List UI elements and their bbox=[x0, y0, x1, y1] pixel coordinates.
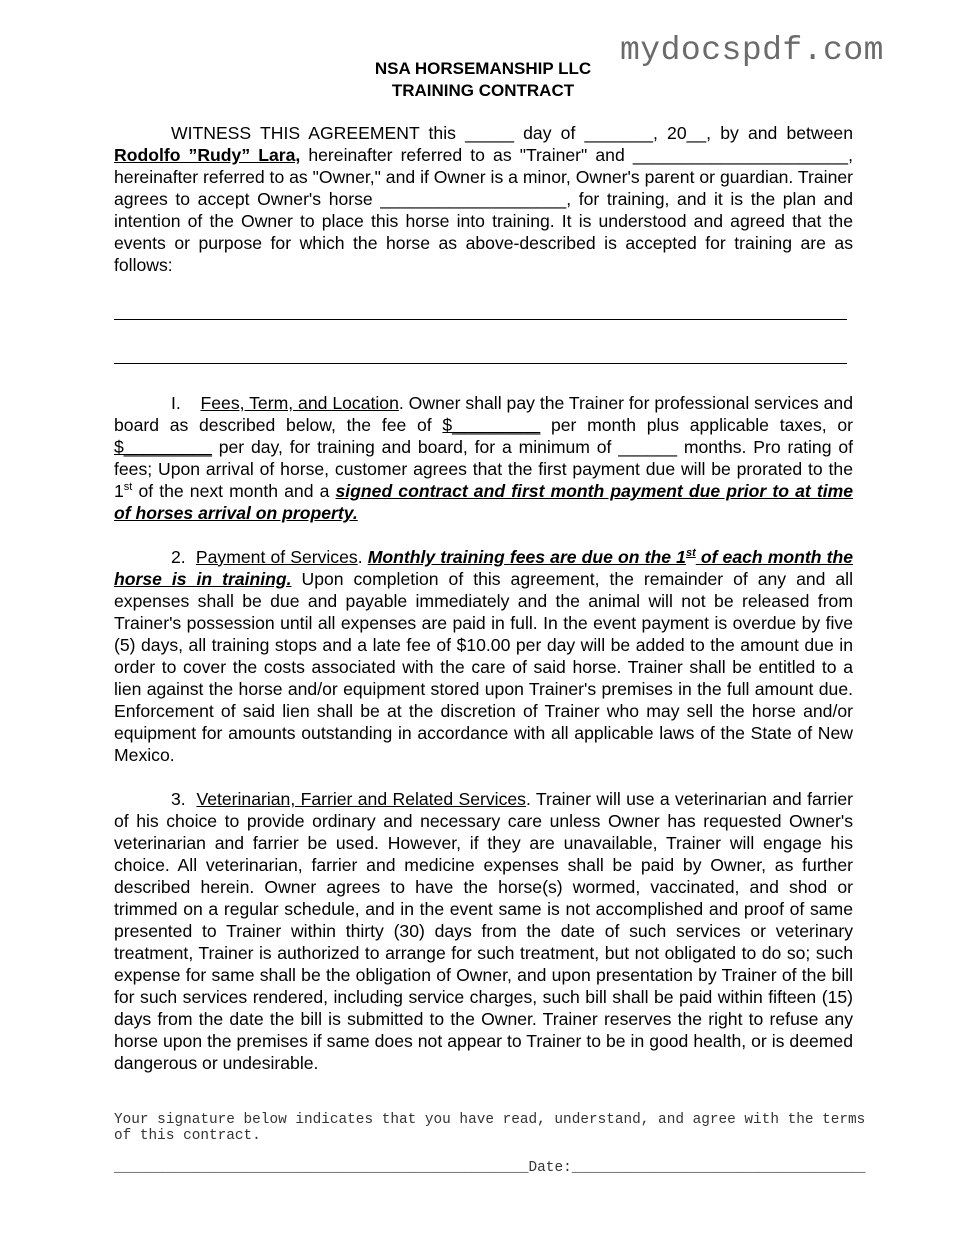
section-text: per month plus applicable taxes, or bbox=[540, 415, 853, 435]
document-title: TRAINING CONTRACT bbox=[391, 81, 575, 100]
company-name: NSA HORSEMANSHIP LLC bbox=[374, 59, 592, 78]
trainer-name: Rodolfo ”Rudy” Lara, bbox=[114, 145, 301, 165]
intro-paragraph bbox=[114, 122, 853, 276]
ordinal-suffix: st bbox=[685, 547, 696, 560]
emphasis-text: signed contract and first month payment due prior to at time of horses arrival on property. bbox=[114, 481, 854, 523]
section-text: of the next month and a bbox=[132, 481, 336, 501]
section-text: Upon completion of this agreement, the remainder of any and all expenses shall be due and payable immediately and the animal will not be released from Trainer's possession until all expenses are paid in full. In the event payment is overdue by five (5) days, all training stops and a late fee of $10.00 per day will be added to the amount due in order to cover the costs associated with the care of said horse. Trainer shall be entitled to a lien against the horse and/or equipment stored upon Trainer's premises in the full amount due. Enforcement of said lien shall be at the discretion of Trainer who may sell the horse and/or equipment for amounts outstanding in accordance with all applicable laws of the State of New Mexico. bbox=[114, 569, 853, 765]
section-heading: Payment of Services bbox=[195, 547, 358, 567]
emphasis-text: of each month the horse is in training. bbox=[114, 547, 853, 589]
date-line[interactable]: __________________________________ bbox=[571, 1160, 866, 1176]
section-text: per day, for training and board, for a minimum of ______ months. Pro rating of fees; Upon arrival of horse, customer agrees that the first payment due will be prorated to the 1 bbox=[114, 437, 853, 501]
signature-row bbox=[114, 1160, 865, 1176]
section-number: I. bbox=[171, 393, 181, 413]
daily-fee-blank: $_________ bbox=[114, 437, 212, 457]
section-payment bbox=[114, 546, 853, 766]
section-heading: Veterinarian, Farrier and Related Services bbox=[196, 789, 526, 809]
intro-text-1: WITNESS THIS AGREEMENT this _____ day of _______, 20__, by and between bbox=[171, 123, 853, 143]
signature-line[interactable]: ________________________________________________ bbox=[114, 1160, 529, 1176]
signature-notice: Your signature below indicates that you have read, understand, and agree with the terms of this contract. bbox=[114, 1112, 866, 1144]
section-number: 3. bbox=[171, 789, 186, 809]
ordinal-suffix: st bbox=[123, 481, 133, 494]
section-number: 2. bbox=[171, 547, 186, 567]
watermark: mydocspdf.com bbox=[620, 32, 884, 69]
section-text: . Trainer will use a veterinarian and farrier of his choice to provide ordinary and necessary care unless Owner has requested Owner's veterinarian and farrier be used. However, if they are unavailable, Trainer will engage his choice. All veterinarian, farrier and medicine expenses shall be paid by Owner, as further described herein. Owner agrees to have the horse(s) wormed, vaccinated, and shod or trimmed on a regular schedule, and in the event same is not accomplished and proof of same presented to Trainer within thirty (30) days from the date of such services or veterinary treatment, Trainer is authorized to arrange for such treatment, but not obligated to do so; such expense for same shall be the obligation of Owner, and upon presentation by Trainer of the bill for such services rendered, including service charges, such bill shall be paid within fifteen (15) days from the date the bill is submitted to the Owner. Trainer reserves the right to refuse any horse upon the premises if same does not appear to Trainer to be in good health, or is deemed dangerous or undesirable. bbox=[114, 789, 854, 1073]
section-text: . Owner shall pay the Trainer for professional services and board as described below, the fee of bbox=[114, 393, 853, 435]
contract-body bbox=[114, 122, 853, 1074]
document-header bbox=[0, 58, 966, 102]
date-label: Date: bbox=[528, 1160, 572, 1176]
section-fees bbox=[114, 392, 853, 524]
section-heading: Fees, Term, and Location bbox=[200, 393, 399, 413]
monthly-fee-blank: $_________ bbox=[442, 415, 541, 435]
intro-text-2: hereinafter referred to as "Trainer" and ______________________, hereinafter referred to as "Owner," and if Owner is a minor, Owner's parent or guardian. Trainer agrees to accept Owner's horse ___________________, for training, and it is the plan and intention of the Owner to place this horse into training. It is understood and agreed that the events or purpose for which the horse as above-described is accepted for training are as follows: bbox=[114, 145, 853, 275]
emphasis-text: Monthly training fees are due on the 1 bbox=[367, 547, 686, 567]
section-veterinarian bbox=[114, 788, 853, 1074]
section-text: . bbox=[357, 547, 368, 567]
